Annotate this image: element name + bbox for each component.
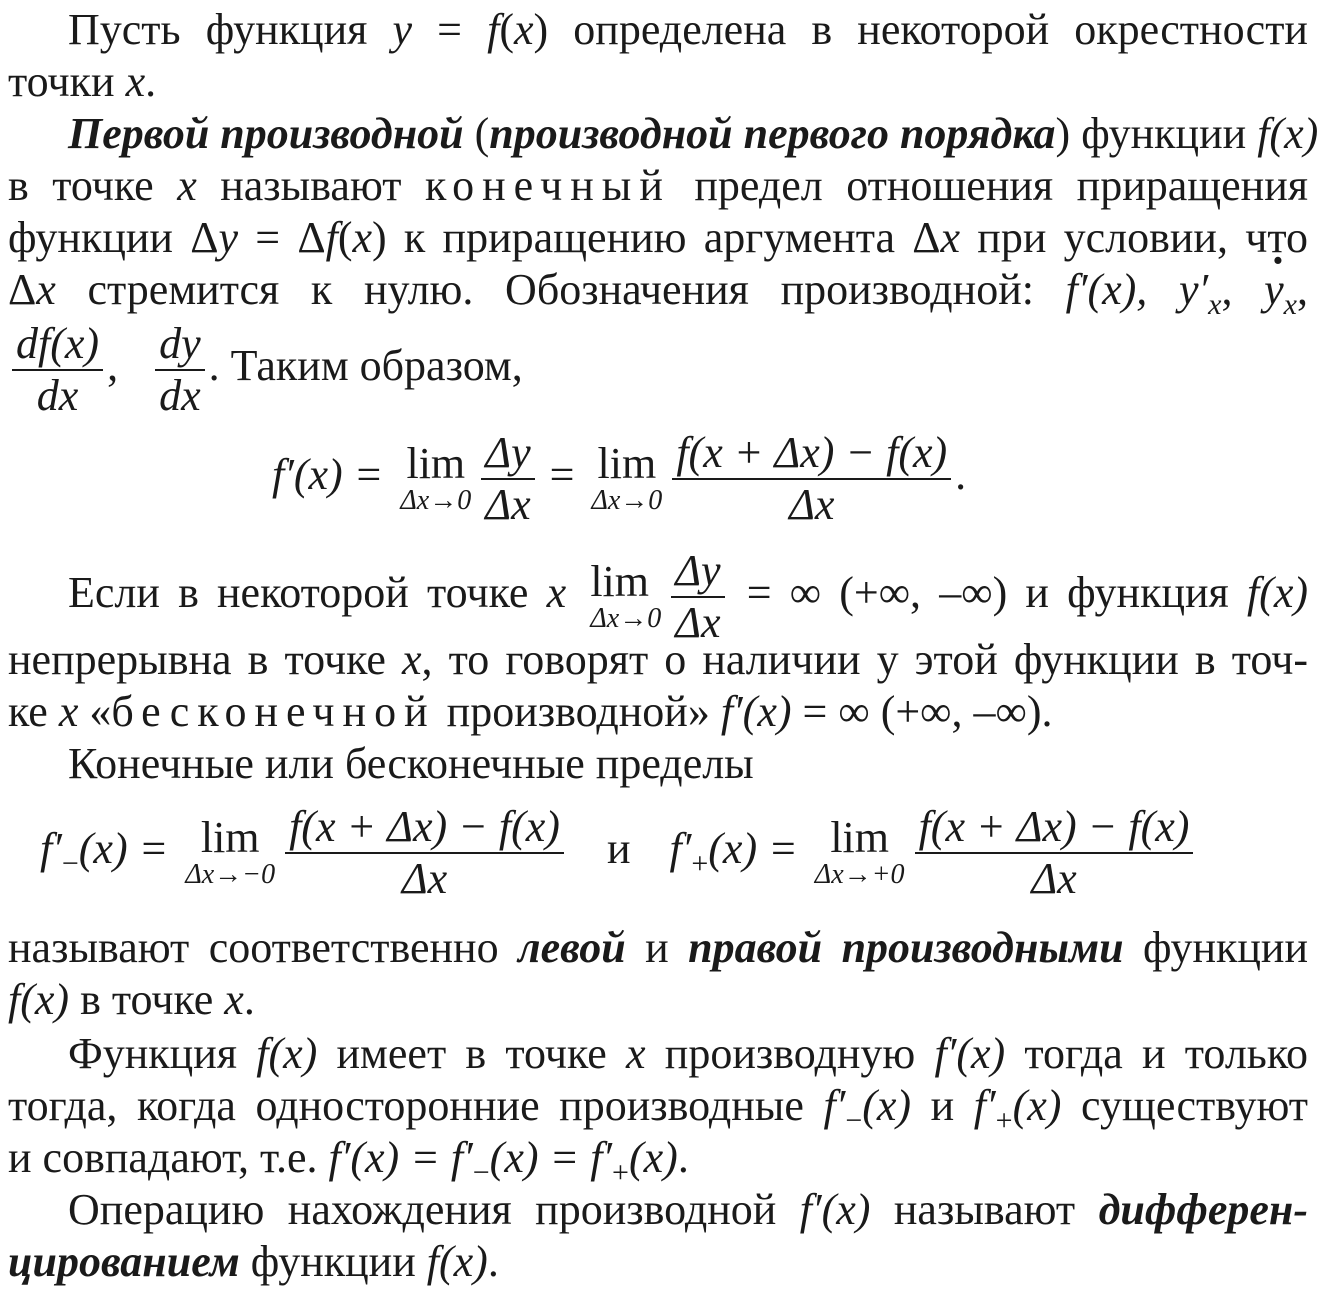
text: , то говорят о наличии у этой функции в точ- bbox=[421, 635, 1308, 684]
numerator: f(x + Δx) − f(x) bbox=[289, 802, 560, 851]
term-first-derivative: Первой производной bbox=[68, 109, 464, 158]
lim-subscript: Δx→0 bbox=[591, 485, 663, 516]
term-differentiation: цированием bbox=[8, 1237, 240, 1286]
numerator: df(x) bbox=[16, 318, 100, 368]
math-expr: f′ bbox=[823, 1081, 846, 1130]
text: в точке bbox=[8, 161, 178, 210]
limit bbox=[185, 813, 276, 890]
fraction bbox=[481, 428, 534, 530]
math-var: x bbox=[514, 5, 534, 54]
math-var: x bbox=[546, 568, 567, 618]
para2-line5 bbox=[8, 316, 1308, 421]
text: Δ bbox=[8, 265, 37, 314]
denominator: Δx bbox=[915, 852, 1194, 904]
subscript: − bbox=[472, 1155, 490, 1189]
text: и совпадают, т.е. bbox=[8, 1133, 329, 1182]
subscript: x bbox=[1208, 287, 1222, 321]
math-var: x bbox=[224, 975, 244, 1024]
text: производную bbox=[645, 1029, 935, 1078]
text: функции Δ bbox=[8, 213, 219, 262]
text: . bbox=[243, 975, 255, 1024]
formula-lhs: f′(x) = bbox=[272, 450, 384, 500]
para6-line2 bbox=[8, 1080, 1309, 1137]
numerator: Δy bbox=[675, 546, 721, 595]
lim-word: lim bbox=[590, 557, 650, 606]
math-var: x bbox=[352, 213, 373, 262]
text: . Таким образом, bbox=[208, 341, 523, 390]
text: . bbox=[487, 1237, 499, 1286]
formula-lhs: (x) = bbox=[78, 824, 169, 874]
denominator: dx bbox=[12, 369, 103, 421]
text: Функция bbox=[68, 1029, 257, 1078]
math-var: x bbox=[940, 213, 961, 262]
math-var: f bbox=[325, 213, 338, 262]
text: ) bbox=[1055, 109, 1071, 158]
lim-word: lim bbox=[597, 439, 657, 488]
denominator: Δx bbox=[672, 478, 951, 530]
text: существуют bbox=[1061, 1081, 1309, 1130]
text: Конечные или бесконечные пределы bbox=[68, 739, 754, 788]
fraction bbox=[671, 546, 724, 648]
conjunction: и bbox=[606, 824, 631, 874]
text: = ∞ (+∞, –∞) и функция bbox=[728, 568, 1247, 618]
text: называют соответственно bbox=[8, 923, 519, 972]
text: непрерывна в точке bbox=[8, 635, 402, 684]
para5-line2 bbox=[8, 974, 1308, 1026]
math-expr: f(x) bbox=[8, 975, 70, 1024]
lim-word: lim bbox=[830, 813, 890, 862]
notation-ydot: · y bbox=[1264, 265, 1284, 314]
text: « bbox=[78, 687, 112, 736]
text: функции bbox=[239, 1237, 427, 1286]
text: стремится к нулю. Обозначения производной: bbox=[55, 265, 1066, 314]
formula-lhs: (x) = bbox=[708, 824, 798, 874]
term-right-derivatives: правой производными bbox=[688, 923, 1124, 972]
spaced-emphasis: бесконечной bbox=[111, 687, 436, 736]
lim-subscript: Δx→−0 bbox=[185, 859, 276, 890]
formula-lhs: f′ bbox=[669, 824, 692, 874]
math-expr: f(x) bbox=[426, 1237, 488, 1286]
fraction-df-dx bbox=[12, 319, 103, 421]
math-expr: f′(x) bbox=[799, 1185, 871, 1234]
text: точки bbox=[8, 57, 126, 106]
term-first-order-derivative: производной первого порядка bbox=[489, 109, 1056, 158]
limit bbox=[591, 439, 663, 516]
denominator: Δx bbox=[671, 596, 724, 648]
math-var: f bbox=[487, 5, 500, 54]
term-differentiation: дифферен- bbox=[1098, 1185, 1308, 1234]
fraction bbox=[672, 428, 951, 530]
math-var: y bbox=[392, 5, 413, 54]
text: имеет в точке bbox=[317, 1029, 627, 1078]
notation-fprime: f′(x), y′ bbox=[1065, 265, 1209, 314]
para3-line1 bbox=[68, 546, 1308, 648]
equals: = bbox=[549, 450, 575, 500]
text: называют bbox=[870, 1185, 1099, 1234]
text: и bbox=[911, 1081, 974, 1130]
text: ке bbox=[8, 687, 59, 736]
subscript: x bbox=[1283, 287, 1297, 321]
numerator: f(x + Δx) − f(x) bbox=[918, 802, 1190, 851]
math-expr: (x) = f′ bbox=[489, 1133, 613, 1182]
numerator: dy bbox=[159, 318, 201, 368]
math-expr: f(x) bbox=[1246, 568, 1309, 618]
para3-line2 bbox=[8, 634, 1308, 686]
lim-word: lim bbox=[200, 813, 260, 862]
text: предел отношения приращения bbox=[670, 161, 1309, 210]
term-left: левой bbox=[518, 923, 626, 972]
text: , bbox=[1221, 265, 1265, 314]
math-expr: (x) bbox=[628, 1133, 678, 1182]
math-expr: f′(x) bbox=[720, 687, 792, 736]
para2-line1 bbox=[68, 108, 1319, 160]
text: ( bbox=[337, 213, 353, 262]
math-var: x bbox=[402, 635, 422, 684]
text: = Δ bbox=[238, 213, 326, 262]
para2-line3 bbox=[8, 212, 1308, 264]
text: тогда и только bbox=[1005, 1029, 1308, 1078]
text: . bbox=[145, 57, 157, 106]
text: ) к приращению аргумента Δ bbox=[372, 213, 941, 262]
lim-subscript: Δx→+0 bbox=[814, 859, 905, 890]
math-var: x bbox=[58, 687, 79, 736]
text: называют bbox=[196, 161, 425, 210]
para1-line1 bbox=[68, 4, 1308, 56]
math-expr: f(x) bbox=[1257, 109, 1319, 158]
fraction-dy-dx bbox=[155, 319, 205, 421]
math-var: y bbox=[218, 213, 239, 262]
formula-derivative-definition bbox=[272, 428, 966, 530]
math-expr: (x) bbox=[862, 1081, 912, 1130]
math-expr: (x) bbox=[1012, 1081, 1062, 1130]
formula-lhs: f′ bbox=[40, 824, 62, 874]
para4-line1 bbox=[68, 738, 1308, 790]
text: ( bbox=[463, 109, 490, 158]
text: и bbox=[625, 923, 689, 972]
text: . bbox=[677, 1133, 689, 1182]
text: при условии, что bbox=[960, 213, 1308, 262]
denominator: Δx bbox=[285, 852, 564, 904]
lim-subscript: Δx→0 bbox=[400, 485, 472, 516]
text: ( bbox=[499, 5, 514, 54]
para6-line3 bbox=[8, 1132, 1308, 1189]
lim-subscript: Δx→0 bbox=[590, 603, 662, 634]
text: производной» bbox=[435, 687, 721, 736]
limit bbox=[590, 557, 662, 634]
denominator: Δx bbox=[481, 478, 534, 530]
text: = bbox=[412, 5, 488, 54]
para1-line2 bbox=[8, 56, 1308, 108]
math-var: x bbox=[626, 1029, 646, 1078]
para3-line3 bbox=[8, 686, 1308, 738]
para6-line1 bbox=[68, 1028, 1308, 1080]
subscript: + bbox=[612, 1155, 629, 1189]
math-expr: f′ bbox=[973, 1081, 996, 1130]
limit bbox=[814, 813, 905, 890]
math-expr: f′(x) = f′ bbox=[328, 1133, 473, 1182]
fraction bbox=[915, 802, 1194, 904]
text: ) определена в некоторой окрестности bbox=[533, 5, 1308, 54]
para2-line2 bbox=[8, 160, 1308, 212]
formula-one-sided-derivatives bbox=[40, 802, 1197, 904]
text: Операцию нахождения производной bbox=[68, 1185, 800, 1234]
text: , bbox=[1297, 265, 1308, 314]
subscript: − bbox=[845, 1103, 863, 1137]
comma: , bbox=[107, 341, 152, 390]
subscript: + bbox=[995, 1103, 1013, 1137]
text: в точке bbox=[69, 975, 225, 1024]
period: . bbox=[955, 450, 967, 500]
subscript: − bbox=[61, 846, 79, 880]
numerator: Δy bbox=[485, 428, 531, 477]
lim-word: lim bbox=[406, 439, 466, 488]
text: Пусть функция bbox=[68, 5, 393, 54]
math-var: x bbox=[36, 265, 56, 314]
subscript: + bbox=[691, 846, 709, 880]
math-var: x bbox=[177, 161, 197, 210]
para7-line2 bbox=[8, 1236, 1308, 1288]
text: функции bbox=[1123, 923, 1309, 972]
para2-line4 bbox=[8, 264, 1308, 321]
para7-line1 bbox=[68, 1184, 1308, 1236]
spaced-emphasis: конечный bbox=[424, 161, 671, 210]
denominator: dx bbox=[155, 369, 205, 421]
text: Если в некоторой точке bbox=[68, 568, 547, 618]
fraction bbox=[285, 802, 564, 904]
math-expr: f(x) bbox=[256, 1029, 318, 1078]
para5-line1 bbox=[8, 922, 1308, 974]
text: = ∞ (+∞, –∞). bbox=[791, 687, 1053, 736]
math-var: x bbox=[125, 57, 146, 106]
text: функции bbox=[1070, 109, 1258, 158]
numerator: f(x + Δx) − f(x) bbox=[676, 428, 948, 477]
text: тогда, когда односторонние производные bbox=[8, 1081, 824, 1130]
math-expr: f′(x) bbox=[934, 1029, 1006, 1078]
limit bbox=[400, 439, 472, 516]
